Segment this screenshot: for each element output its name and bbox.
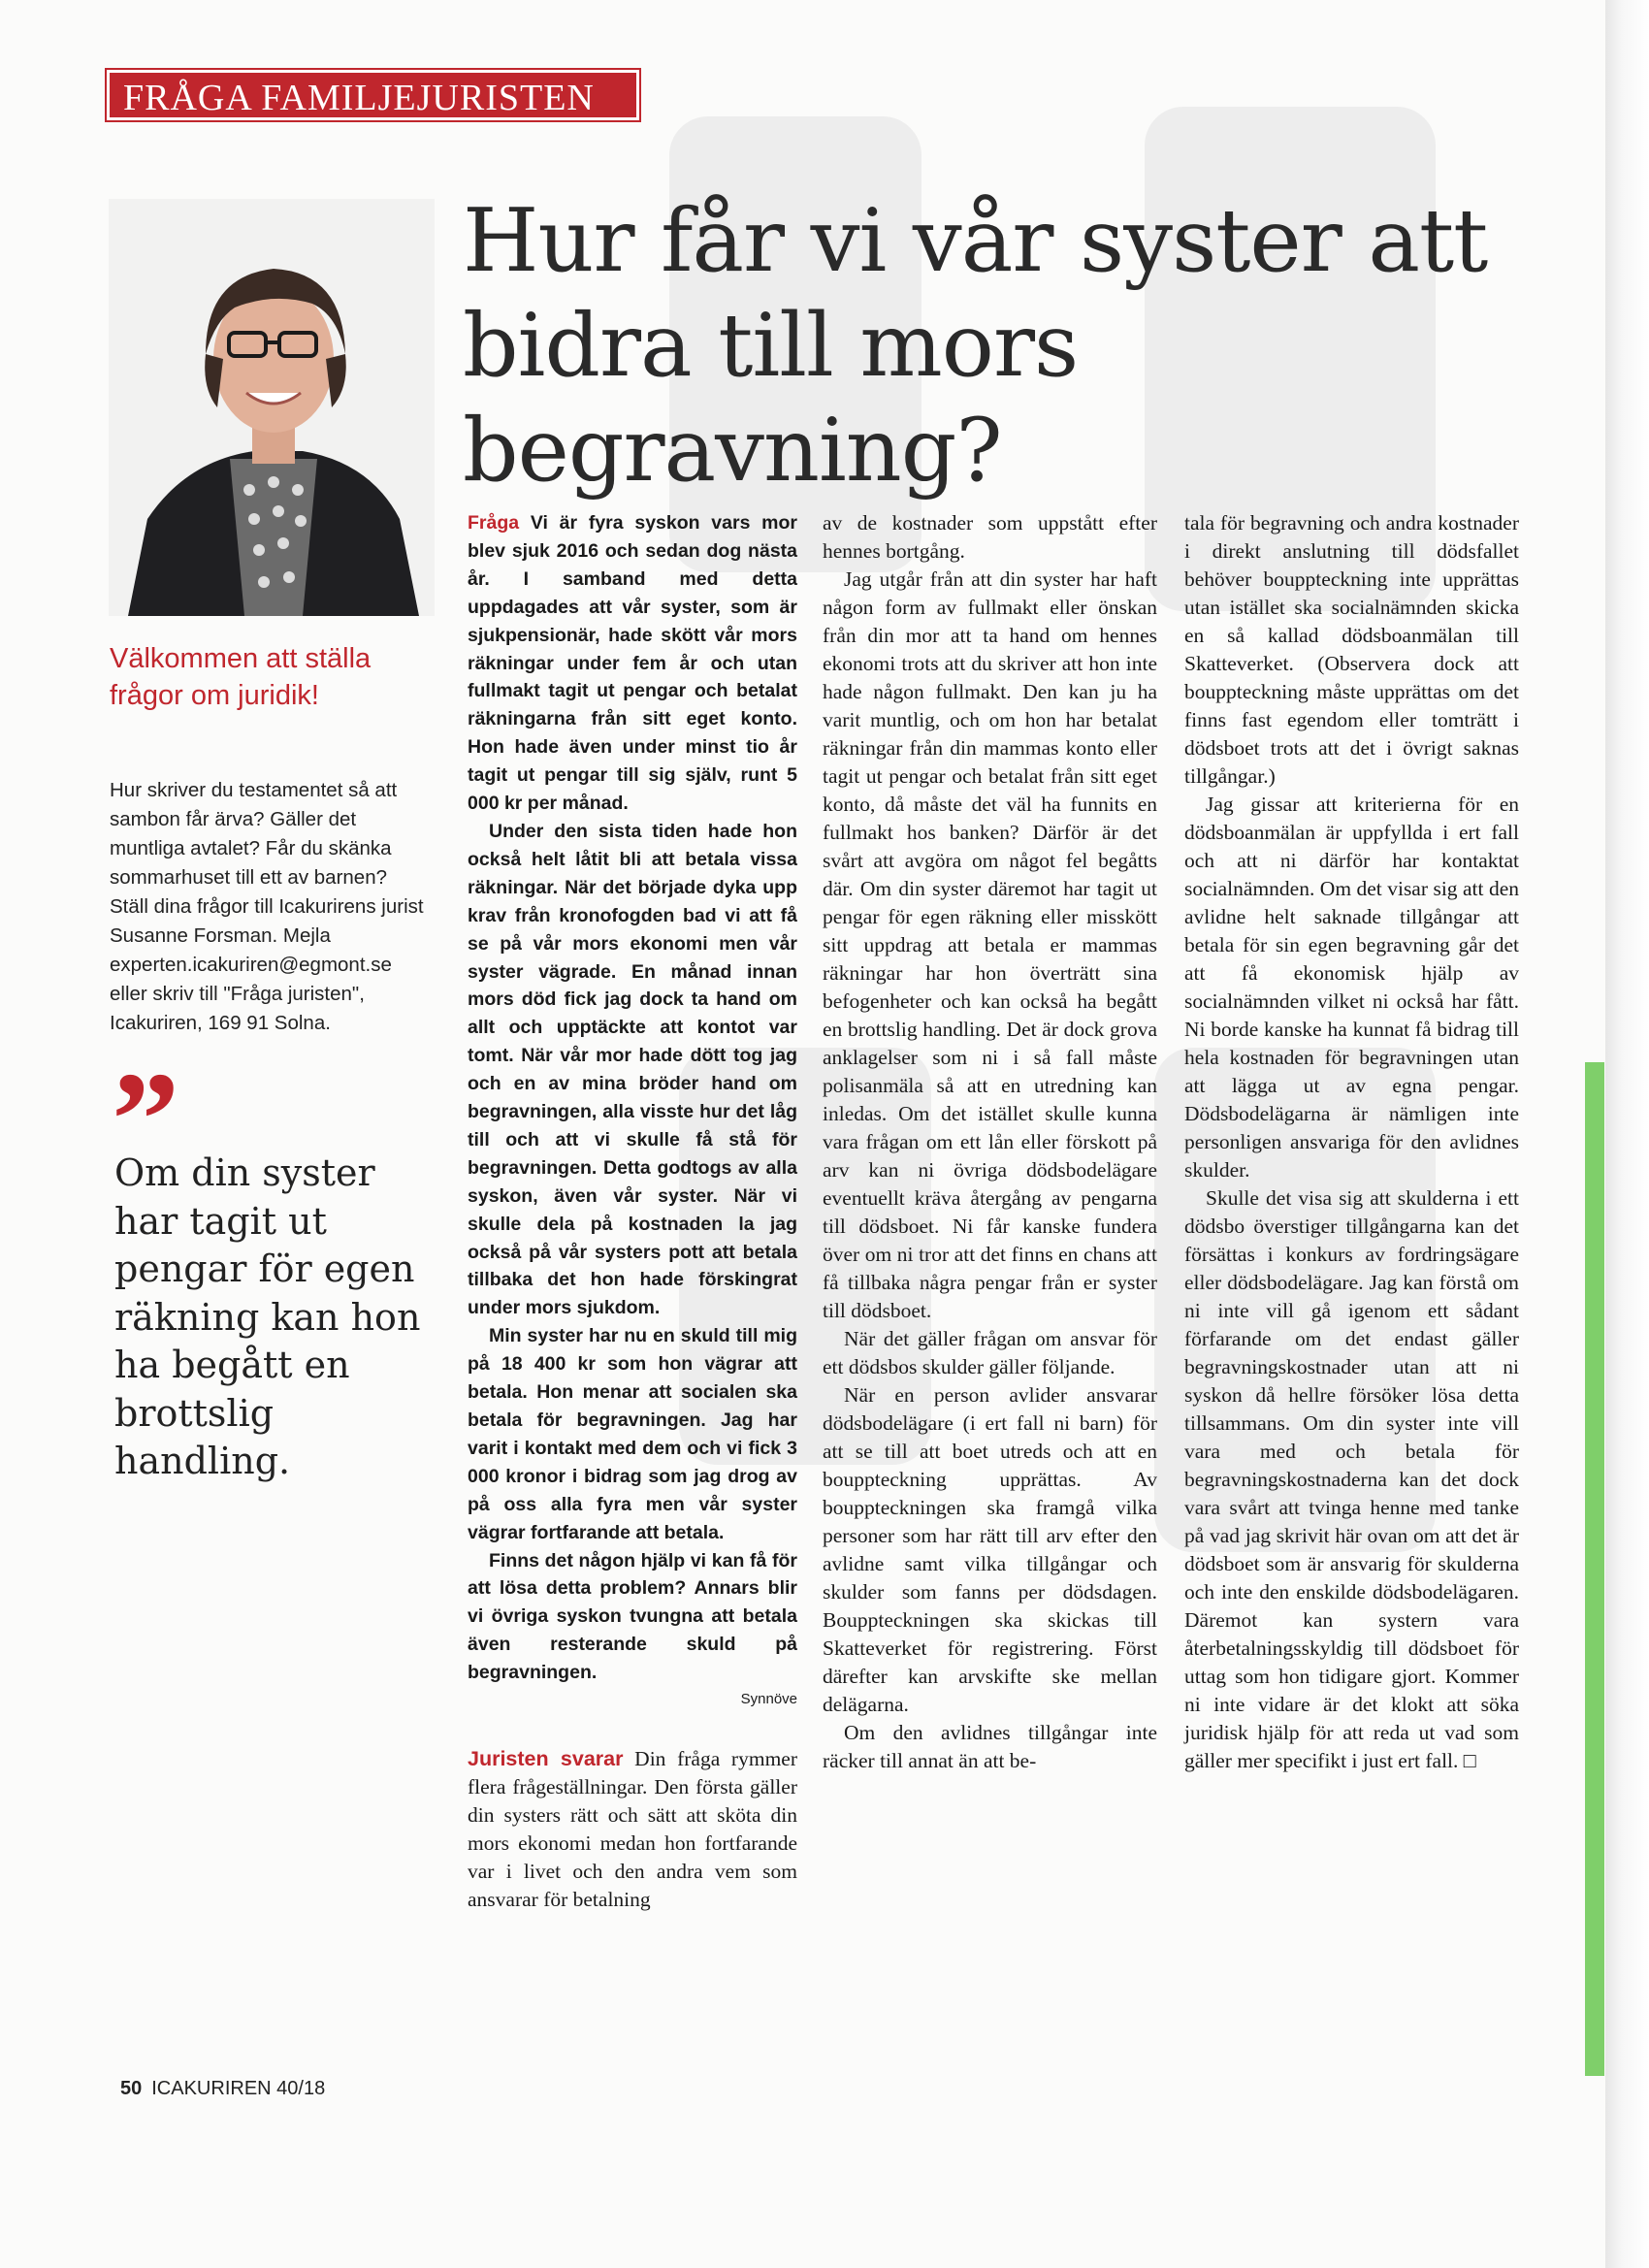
scan-margin: [1605, 0, 1649, 2268]
column-answer-2: [823, 509, 1157, 1775]
answer-paragraph: av de kostnader som uppstått efter hennes bortgång.: [823, 511, 1157, 563]
column-question: [468, 509, 797, 1914]
answer-paragraph: Jag gissar att kriterierna för en dödsboanmälan är uppfyllda i ert fall och att ni därför har kontaktat socialnämnden. Om det visar sig att den avlidne helt saknade tillgångar att betala för sin egen begravning går det att få ekonomisk hjälp av socialnämnden vilket ni också har fått. Ni borde kanske ha kunnat få bidrag till hela kostnaden för begravningen utan att lägga ut av egna pengar. Dödsbodelägarna är nämligen inte personligen ansvariga för den avlidnes skulder.: [1184, 793, 1519, 1182]
answer-text: Din fråga rymmer flera frågeställningar. Den första gäller din systers rätt och sätt att sköta din mors ekonomi medan hon fortfarande var i livet och den andra vem som ansvarar för betalning: [468, 1747, 797, 1912]
column-answer-3: [1184, 509, 1519, 1775]
question-lead: Fråga: [468, 512, 520, 534]
article-headline: Hur får vi vår syster att bidra till mors begravning?: [463, 190, 1488, 502]
answer-paragraph: Skulle det visa sig att skulderna i ett dödsbo överstiger tillgångarna kan det försättas i konkurs av fordringsägare eller dödsbodelägare. Jag kan förstå om ni inte vill gå igenom ett sådant förfarande om det endast gäller begravningskostnader utan att ni syskon då hellre försöker lösa detta tillsammans. Om din syster inte vill vara med och betala för begravningskostnaderna kan det dock vara svårt att tvinga henne med tanke på vad jag skrivit här ovan om att det är dödsboet som är ansvarig för skulderna och inte den enskilde dödsbodelägaren. Däremot kan systern vara återbetalningsskyldig till dödsboet för uttag som hon tidigare gjort. Kommer ni inte vidare är det klokt att söka juridisk hjälp för att reda ut vad som gäller mer specifikt i just ert fall. □: [1184, 1186, 1519, 1772]
question-paragraph: Min syster har nu en skuld till mig på 18 400 kr som hon vägrar att betala. Hon menar att socialen ska betala för begravningen. Jag har varit i kontakt med dem och vi fick 3 000 kronor i bidrag som jag drog av på oss alla fyra men vår syster vägrar fortfarande att betala.: [468, 1325, 797, 1543]
issue-label: ICAKURIREN 40/18: [151, 2078, 326, 2099]
question-text: Vi är fyra syskon vars mor blev sjuk 2016 och sedan dog nästa år. I samband med detta uppdagades att vår syster, som är sjukpensionär, hade skött vår mors räkningar under fem år och utan fullmakt tagit ut pengar och betalat räkningarna från sitt eget konto. Hon hade även under minst tio år tagit ut pengar till sig själv, runt 5 000 kr per månad.: [468, 512, 798, 815]
question-paragraph: [468, 509, 797, 818]
page-edge-color-strip: [1585, 1062, 1604, 2076]
answer-lead: Juristen svarar: [468, 1747, 624, 1771]
pull-quote: Om din syster har tagit ut pengar för egen räkning kan hon ha begått en brottslig handling.: [114, 1151, 421, 1482]
sidebar-title: Välkommen att ställa frågor om juridik!: [110, 643, 372, 711]
page-footer: [120, 2078, 325, 2100]
author-portrait: [109, 199, 435, 616]
question-signature: Synnöve: [740, 1691, 797, 1708]
answer-paragraph: När det gäller frågan om ansvar för ett dödsbos skulder gäller följande.: [823, 1327, 1157, 1378]
answer-paragraph: Om den avlidnes tillgångar inte räcker till annat än att be-: [823, 1721, 1157, 1772]
section-kicker: FRÅGA FAMILJEJURISTEN: [107, 70, 639, 120]
portrait-illustration: [109, 199, 435, 616]
question-paragraph: Under den sista tiden hade hon också helt låtit bli att betala vissa räkningar. När det började dyka upp krav från kronofogden bad vi att få se på vår mors ekonomi men vår syster vägrade. En månad innan mors död fick jag dock ta hand om allt och upptäckte att kontot var tomt. När vår mor hade dött tog jag och en av mina bröder hand om begravningen, alla visste hur det låg till och att vi skulle få stå för begravningen. Detta godtogs av alla syskon, även vår syster. När vi skulle dela på kostnaden la jag också på vår systers pott att betala tillbaka det hon hade förskingrat under mors sjukdom.: [468, 820, 797, 1319]
answer-paragraph: Jag utgår från att din syster har haft någon form av fullmakt eller önskan från din mor att ta hand om hennes ekonomi trots att du skriver att hon inte hade någon fullmakt. Den kan ju ha varit muntlig, och om hon har betalat räkningar från din mammas konto eller tagit ut pengar och betalat från sitt eget konto, då måste det väl ha funnits en fullmakt hos banken? Därför är det svårt att avgöra om något fel begåtts där. Om din syster däremot har tagit ut pengar för egen räkning eller misskött sitt uppdrag att betala er mammas räkningar har hon överträtt sina befogenheter och kan också ha begått en brottslig handling. Det är dock grova anklagelser som ni i så fall måste polisanmäla så att en utredning kan inledas. Om det istället skulle kunna vara frågan om ett lån eller förskott på arv kan ni övriga dödsbodelägare eventuellt kräva återgång av pengarna till dödsboet. Ni får kanske fundera över om ni tror att det finns en chans att få tillbaka några pengar från er syster till dödsboet.: [823, 567, 1157, 1322]
answer-paragraph: [468, 1745, 797, 1914]
answer-paragraph: tala för begravning och andra kostnader i direkt anslutning till dödsfallet behöver bouppteckning inte upprättas utan istället ska socialnämnden skicka en så kallad dödsboanmälan till Skatteverket. (Observera dock att bouppteckning måste upprättas om det finns fast egendom eller tomträtt i dödsboet trots att det i övrigt saknas tillgångar.): [1184, 511, 1519, 788]
sidebar-body: Hur skriver du testamentet så att sambon får ärva? Gäller det muntliga avtalet? Får du skänka sommarhuset till ett av barnen? Ställ dina frågor till Icakurirens jurist Susanne Forsman. Mejla experten.icakuriren@egmont.se eller skriv till "Fråga juristen", Icakuriren, 169 91 Solna.: [110, 779, 424, 1034]
quote-mark-icon: ”: [112, 1045, 179, 1195]
answer-paragraph: När en person avlider ansvarar dödsbodelägare (i ert fall ni barn) för att se till att boet utreds och att en bouppteckning upprättas. Av bouppteckningen ska framgå vilka personer som har rätt till arv efter den avlidne samt vilka tillgångar och skulder som fanns per dödsdagen. Bouppteckningen ska skickas till Skatteverket för registrering. Först därefter kan arvskifte ske mellan delägarna.: [823, 1383, 1157, 1716]
page-number: 50: [120, 2078, 143, 2099]
question-paragraph: Finns det någon hjälp vi kan få för att lösa detta problem? Annars blir vi övriga syskon tvungna att betala även resterande skuld på begravningen.: [468, 1549, 797, 1684]
